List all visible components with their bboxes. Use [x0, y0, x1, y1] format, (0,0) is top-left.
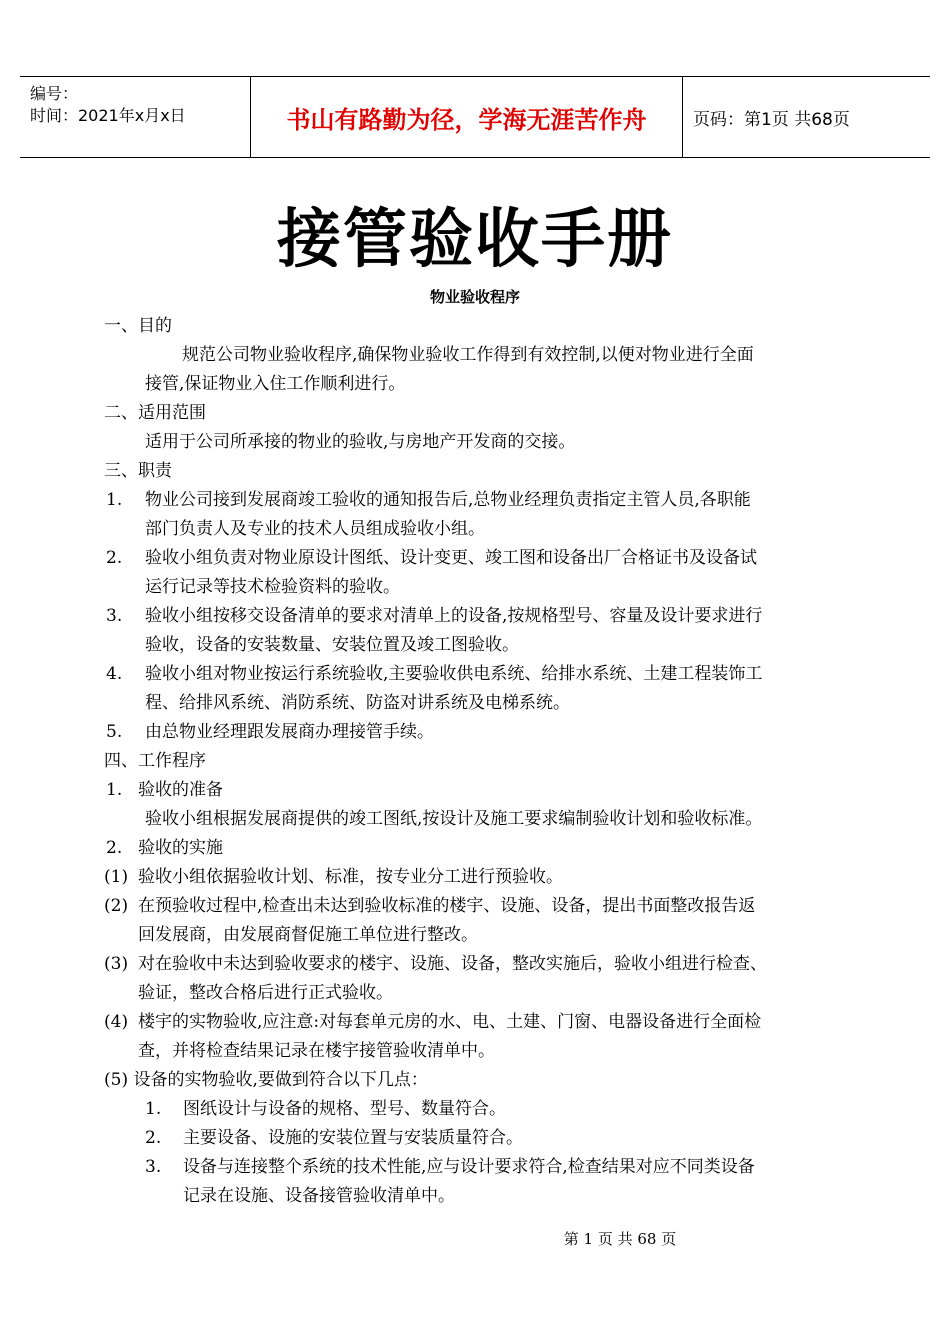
- item-text: 对在验收中未达到验收要求的楼宇、设施、设备，整改实施后，验收小组进行检查、: [138, 954, 767, 974]
- body-line: [0, 921, 950, 950]
- item-text: 物业公司接到发展商竣工验收的通知报告后,总物业经理负责指定主管人员,各职能: [145, 490, 751, 510]
- item-text: 回发展商，由发展商督促施工单位进行整改。: [138, 925, 478, 945]
- item-number: (5) 设备的实物验收,要做到符合以下几点：: [104, 1070, 428, 1090]
- item-number: 1.: [106, 780, 123, 800]
- body-line: [0, 1008, 950, 1037]
- body-line: [0, 631, 950, 660]
- header-page-info: 页码：第1页 共68页: [693, 109, 850, 130]
- serial-label: 编号：: [30, 84, 79, 103]
- body-line: [0, 370, 950, 399]
- document-body: [0, 312, 950, 1211]
- item-number: 3.: [145, 1157, 162, 1177]
- item-text: 程、给排风系统、消防系统、防盗对讲系统及电梯系统。: [145, 693, 570, 713]
- item-number: (1): [104, 867, 129, 887]
- item-text: 验收的准备: [138, 780, 223, 800]
- item-text: 楼宇的实物验收,应注意:对每套单元房的水、电、土建、门窗、电器设备进行全面检: [138, 1012, 762, 1032]
- item-text: 部门负责人及专业的技术人员组成验收小组。: [145, 519, 485, 539]
- item-text: 图纸设计与设备的规格、型号、数量符合。: [183, 1099, 506, 1119]
- paragraph-text: 适用于公司所承接的物业的验收,与房地产开发商的交接。: [145, 432, 576, 452]
- body-line: [0, 515, 950, 544]
- document-title: 接管验收手册: [277, 203, 673, 277]
- item-text: 验证，整改合格后进行正式验收。: [138, 983, 393, 1003]
- item-number: 1.: [106, 490, 123, 510]
- item-text: 验收小组根据发展商提供的竣工图纸,按设计及施工要求编制验收计划和验收标准。: [145, 809, 763, 829]
- item-text: 验收，设备的安装数量、安装位置及竣工图验收。: [145, 635, 519, 655]
- time-label: 时间：2021年x月x日: [30, 106, 186, 125]
- body-line: [0, 1124, 950, 1153]
- item-number: (3): [104, 954, 129, 974]
- item-text: 验收小组负责对物业原设计图纸、设计变更、竣工图和设备出厂合格证书及设备试: [145, 548, 757, 568]
- body-line: [0, 689, 950, 718]
- body-line: [0, 660, 950, 689]
- body-line: [0, 834, 950, 863]
- body-line: [0, 457, 950, 486]
- item-number: 2.: [106, 838, 123, 858]
- item-number: 3.: [106, 606, 123, 626]
- body-line: [0, 892, 950, 921]
- item-number: 2.: [145, 1128, 162, 1148]
- body-line: [0, 718, 950, 747]
- body-line: [0, 399, 950, 428]
- header-table: [20, 76, 930, 158]
- item-text: 验收小组按移交设备清单的要求对清单上的设备,按规格型号、容量及设计要求进行: [145, 606, 763, 626]
- body-line: [0, 776, 950, 805]
- item-text: 由总物业经理跟发展商办理接管手续。: [145, 722, 434, 742]
- item-number: (4): [104, 1012, 129, 1032]
- page-footer: 第 1 页 共 68 页: [563, 1230, 677, 1248]
- item-text: 记录在设施、设备接管验收清单中。: [183, 1186, 455, 1206]
- item-number: (2): [104, 896, 129, 916]
- item-number: 2.: [106, 548, 123, 568]
- item-text: 验收小组对物业按运行系统验收,主要验收供电系统、给排水系统、土建工程装饰工: [145, 664, 763, 684]
- item-text: 在预验收过程中,检查出未达到验收标准的楼宇、设施、设备，提出书面整改报告返: [138, 896, 756, 916]
- body-line: [0, 312, 950, 341]
- item-number: 4.: [106, 664, 123, 684]
- body-line: [0, 486, 950, 515]
- body-line: [0, 1095, 950, 1124]
- body-line: [0, 544, 950, 573]
- item-number: 1.: [145, 1099, 162, 1119]
- item-text: 运行记录等技术检验资料的验收。: [145, 577, 400, 597]
- item-text: 验收小组依据验收计划、标准，按专业分工进行预验收。: [138, 867, 563, 887]
- item-text: 设备与连接整个系统的技术性能,应与设计要求符合,检查结果对应不同类设备: [183, 1157, 755, 1177]
- body-line: [0, 747, 950, 776]
- body-line: [0, 1066, 950, 1095]
- body-line: [0, 341, 950, 370]
- section-heading: 一、目的: [104, 316, 172, 336]
- body-line: [0, 950, 950, 979]
- section-heading: 二、适用范围: [104, 403, 206, 423]
- body-line: [0, 805, 950, 834]
- body-line: [0, 1153, 950, 1182]
- body-line: [0, 602, 950, 631]
- item-text: 主要设备、设施的安装位置与安装质量符合。: [183, 1128, 523, 1148]
- item-text: 查，并将检查结果记录在楼宇接管验收清单中。: [138, 1041, 495, 1061]
- body-line: [0, 573, 950, 602]
- section-heading: 四、工作程序: [104, 751, 206, 771]
- body-line: [0, 1182, 950, 1211]
- header-motto: 书山有路勤为径，学海无涯苦作舟: [251, 77, 683, 157]
- body-line: [0, 979, 950, 1008]
- item-text: 验收的实施: [138, 838, 223, 858]
- header-meta: [20, 77, 251, 157]
- body-line: [0, 863, 950, 892]
- paragraph-text: 规范公司物业验收程序,确保物业验收工作得到有效控制,以便对物业进行全面: [182, 345, 754, 365]
- body-line: [0, 1037, 950, 1066]
- section-heading: 三、职责: [104, 461, 172, 481]
- paragraph-text: 接管,保证物业入住工作顺利进行。: [145, 374, 406, 394]
- item-number: 5.: [106, 722, 123, 742]
- body-line: [0, 428, 950, 457]
- document-subtitle: 物业验收程序: [429, 288, 520, 306]
